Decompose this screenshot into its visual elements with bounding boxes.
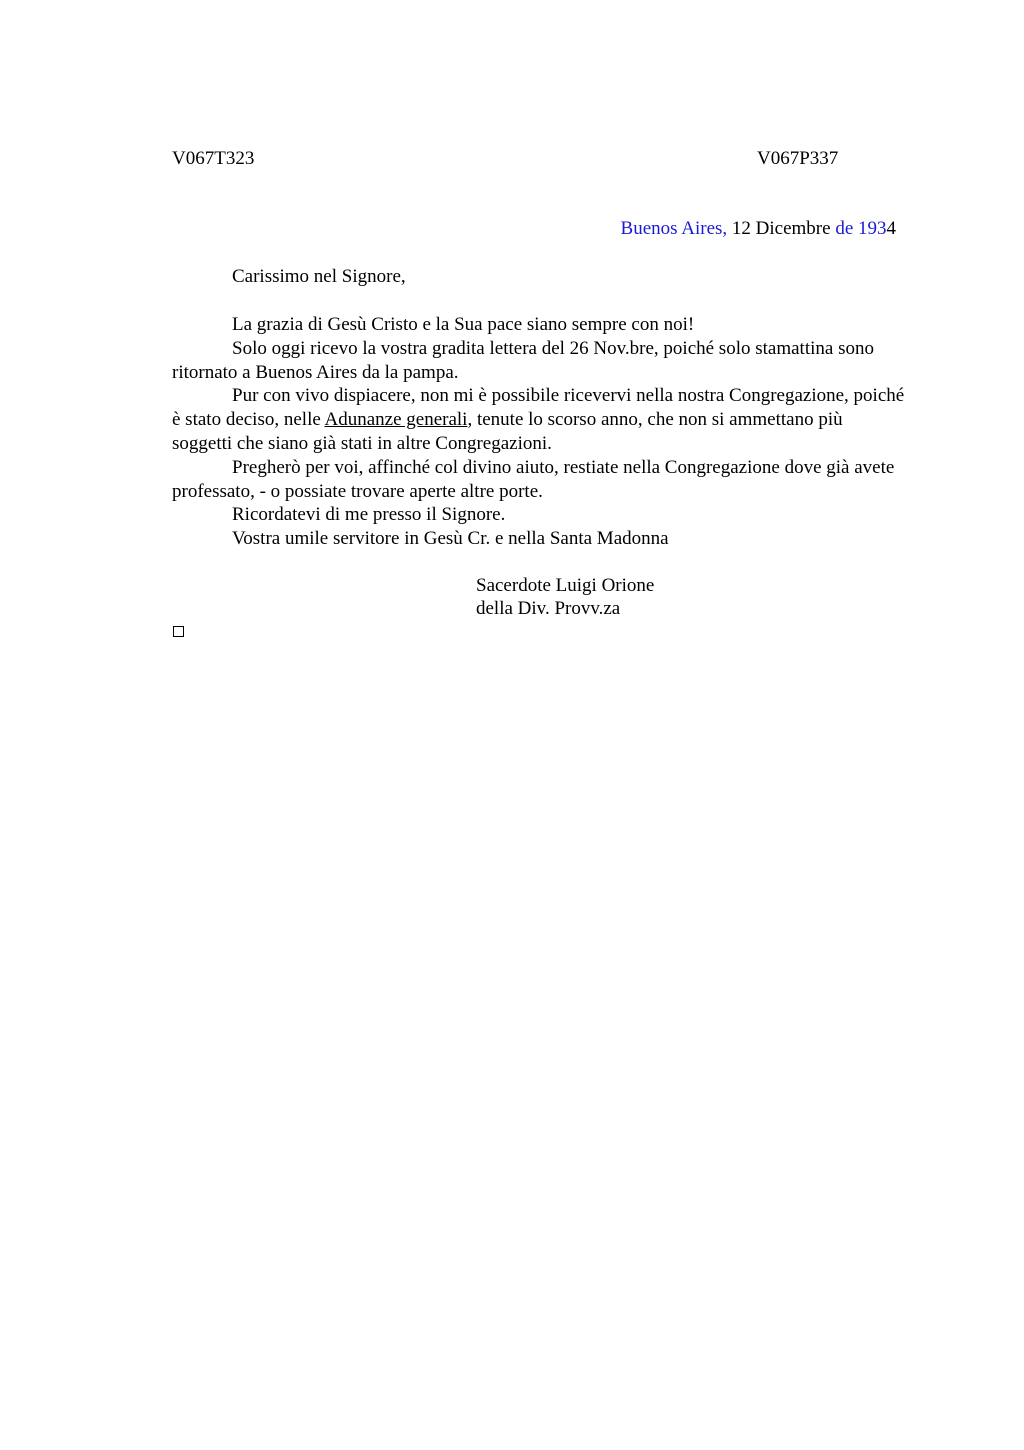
- underlined-adunanze-generali: Adunanze generali: [324, 409, 468, 431]
- signature-name: Sacerdote Luigi Orione: [476, 575, 655, 596]
- letter-body: [172, 313, 907, 551]
- dateline-year-prefix: 193: [853, 218, 887, 239]
- paragraph-prayer: Pregherò per voi, affinché col divino aiuto, restiate nella Congregazione dove già avete professato, - o possiate trovare aperte altre porte.: [172, 456, 895, 502]
- paragraph-refusal: [172, 384, 907, 455]
- dateline: [621, 218, 896, 240]
- paragraph-remember: Ricordatevi di me presso il Signore.: [232, 504, 506, 526]
- signature-title: della Div. Provv.za: [476, 598, 621, 619]
- paragraph-refusal-text-start: Pur con vivo dispiacere, non mi è possibile ricevervi nella nostra Congregazione, poiché è stato deciso, nelle: [172, 385, 905, 431]
- paragraph-refusal-text-end: , tenute lo scorso anno, che non si ammettano più soggetti che siano già stati in altre Congregazioni.: [172, 409, 843, 454]
- paragraph-received-letter: Solo oggi ricevo la vostra gradita lettera del 26 Nov.bre, poiché solo stamattina sono ritornato a Buenos Aires da la pampa.: [172, 337, 874, 383]
- salutation: Carissimo nel Signore,: [232, 266, 406, 287]
- dateline-place: Buenos Aires,: [620, 218, 728, 239]
- paragraph-greeting: La grazia di Gesù Cristo e la Sua pace siano sempre con noi!: [232, 314, 695, 335]
- dateline-day-month: 12 Dicembre: [727, 218, 836, 239]
- dateline-de: de: [835, 218, 854, 239]
- dateline-year-last-digit: 4: [886, 218, 896, 239]
- empty-square-icon: [173, 626, 184, 637]
- reference-code-left: V067T323: [172, 148, 255, 169]
- reference-code-right: V067P337: [757, 148, 839, 169]
- paragraph-closing: Vostra umile servitore in Gesù Cr. e nella Santa Madonna: [232, 528, 669, 550]
